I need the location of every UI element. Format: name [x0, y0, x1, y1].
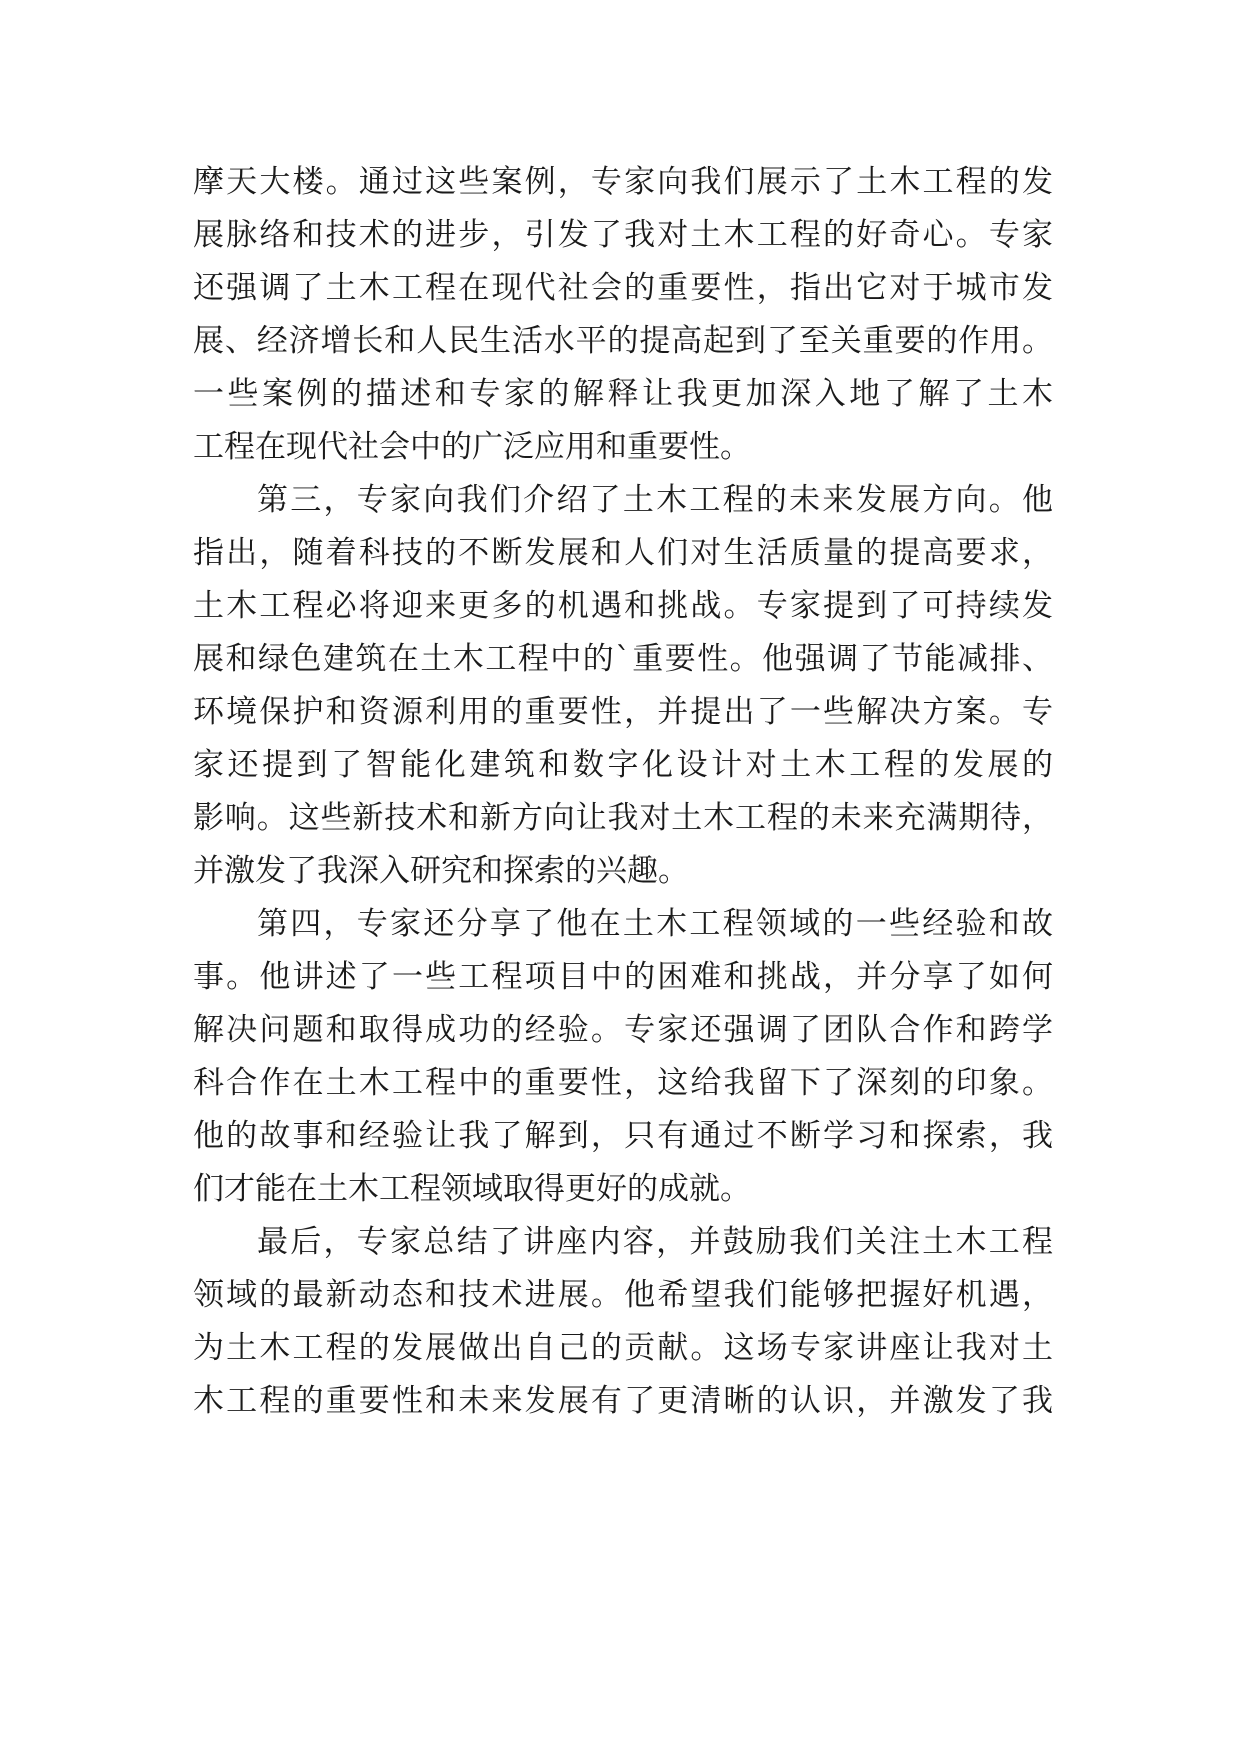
- text-line: 影响。这些新技术和新方向让我对土木工程的未来充满期待，: [193, 800, 1053, 836]
- paragraph-start-line: 第三，专家向我们介绍了土木工程的未来发展方向。他: [257, 482, 1053, 518]
- text-line: 展、经济增长和人民生活水平的提高起到了至关重要的作用。: [193, 323, 1053, 359]
- text-line: 指出，随着科技的不断发展和人们对生活质量的提高要求，: [193, 535, 1053, 571]
- text-line: 领域的最新动态和技术进展。他希望我们能够把握好机遇，: [193, 1277, 1053, 1313]
- paragraph-start-line: 第四，专家还分享了他在土木工程领域的一些经验和故: [257, 906, 1053, 942]
- text-line: 解决问题和取得成功的经验。专家还强调了团队合作和跨学: [193, 1012, 1053, 1048]
- body-text: [193, 156, 1053, 1428]
- text-line: 科合作在土木工程中的重要性，这给我留下了深刻的印象。: [193, 1065, 1053, 1101]
- text-line: 还强调了土木工程在现代社会的重要性，指出它对于城市发: [193, 270, 1053, 306]
- text-line: 展和绿色建筑在土木工程中的`重要性。他强调了节能减排、: [193, 641, 1053, 677]
- text-line: 环境保护和资源利用的重要性，并提出了一些解决方案。专: [193, 694, 1053, 730]
- text-line: 摩天大楼。通过这些案例，专家向我们展示了土木工程的发: [193, 164, 1053, 200]
- text-line: 木工程的重要性和未来发展有了更清晰的认识，并激发了我: [193, 1383, 1053, 1419]
- text-line: 他的故事和经验让我了解到，只有通过不断学习和探索，我: [193, 1118, 1053, 1154]
- paragraph-start-line: 最后，专家总结了讲座内容，并鼓励我们关注土木工程: [257, 1224, 1053, 1260]
- text-line: 事。他讲述了一些工程项目中的困难和挑战，并分享了如何: [193, 959, 1053, 995]
- text-line: 并激发了我深入研究和探索的兴趣。: [193, 853, 689, 889]
- text-line: 们才能在土木工程领域取得更好的成就。: [193, 1171, 751, 1207]
- text-line: 土木工程必将迎来更多的机遇和挑战。专家提到了可持续发: [193, 588, 1053, 624]
- text-line: 工程在现代社会中的广泛应用和重要性。: [193, 429, 751, 465]
- text-line: 为土木工程的发展做出自己的贡献。这场专家讲座让我对土: [193, 1330, 1053, 1366]
- text-line: 一些案例的描述和专家的解释让我更加深入地了解了土木: [193, 376, 1053, 412]
- text-line: 家还提到了智能化建筑和数字化设计对土木工程的发展的: [193, 747, 1053, 783]
- text-line: 展脉络和技术的进步，引发了我对土木工程的好奇心。专家: [193, 217, 1053, 253]
